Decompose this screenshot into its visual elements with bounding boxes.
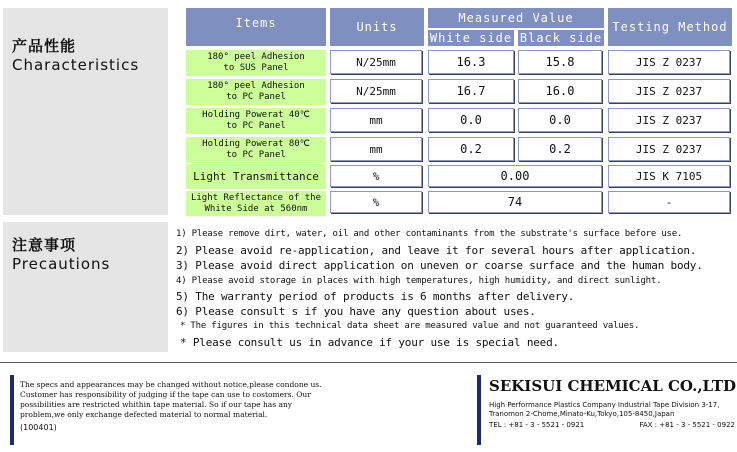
precautions-en: Precautions [12,255,111,273]
row1-black: 15.8 [518,50,602,74]
header-method-text: Testing Method [612,20,728,34]
reflectance-item [186,191,326,216]
header-units [330,8,424,46]
transmittance-item-text: Light Transmittance [193,170,319,183]
precaution-note-2: * Please consult us in advance if your use is special need. [180,336,559,349]
reflectance-item-line1: Light Reflectance of the [190,192,322,203]
row2-item-line2: to PC Panel [226,92,286,102]
reflectance-value: 74 [428,191,602,213]
disclaimer-line-3: possibilities are restricted whithin tape material. So if our tape has any [20,400,293,409]
transmittance-method: JIS K 7105 [608,165,730,187]
company-tel: TEL : +81 - 3 - 5521 - 0921 [489,421,585,429]
row1-unit: N/25mm [330,50,422,74]
precaution-1: 1) Please remove dirt, water, oil and other contaminants from the substrate's surface before use. [176,229,683,239]
header-black-side [518,30,604,46]
header-white-side [428,30,514,46]
header-items-text: Items [235,16,277,30]
footer-disclaimer [10,375,450,445]
row1-item-line2: to SUS Panel [223,63,289,73]
header-measured-text: Measured Value [458,11,574,25]
precautions-jp: 注意事项 [12,236,77,254]
row3-item-line1: Holding Powerat 40℃ [202,110,310,120]
row1-item [186,50,326,76]
row3-white: 0.0 [428,108,514,132]
row1-white: 16.3 [428,50,514,74]
row2-white: 16.7 [428,79,514,103]
disclaimer-line-1: The specs and appearances may be changed without notice,please condone us. [20,380,322,389]
company-contact [489,421,735,430]
row2-unit: N/25mm [330,79,422,103]
row3-method: JIS Z 0237 [608,108,730,132]
company-fax: FAX : +81 - 3 - 5521 - 0922 [639,421,735,429]
precaution-note-1: * The figures in this technical data sheet are measured value and not guaranteed values. [180,321,640,331]
row4-method: JIS Z 0237 [608,137,730,161]
footer-divider [0,362,737,363]
row1-method: JIS Z 0237 [608,50,730,74]
row4-item [186,137,326,163]
precaution-3: 3) Please avoid direct application on uneven or coarse surface and the human body. [176,259,703,272]
row4-unit: mm [330,137,422,161]
row3-black: 0.0 [518,108,602,132]
row3-unit: mm [330,108,422,132]
characteristics-en: Characteristics [12,56,140,74]
precaution-5: 5) The warranty period of products is 6 months after delivery. [176,290,575,303]
row2-method: JIS Z 0237 [608,79,730,103]
row3-item [186,108,326,134]
company-name: SEKISUI CHEMICAL CO.,LTD [489,377,737,395]
characteristics-jp: 产品性能 [12,37,77,55]
row1-item-line1: 180° peel Adhesion [207,52,305,62]
transmittance-item [186,164,326,189]
precaution-4: 4) Please avoid storage in places with high temperatures, high humidity, and direct sunlight. [176,276,662,286]
reflectance-method: - [608,191,730,213]
row4-item-line1: Holding Powerat 80℃ [202,139,310,149]
transmittance-unit: % [330,165,422,187]
header-items [186,8,326,46]
row2-item-line1: 180° peel Adhesion [207,81,305,91]
precaution-6: 6) Please consult s if you have any question about uses. [176,305,536,318]
row2-black: 16.0 [518,79,602,103]
row4-black: 0.2 [518,137,602,161]
row2-item [186,79,326,105]
header-black-text: Black side [519,31,603,45]
header-measured-value [428,8,604,28]
header-units-text: Units [356,20,398,34]
reflectance-item-line2: White Side at 560nm [204,203,308,214]
row4-white: 0.2 [428,137,514,161]
transmittance-value: 0.00 [428,165,602,187]
characteristics-label [3,8,168,215]
footer-company [477,375,735,445]
precaution-2: 2) Please avoid re-application, and leave it for several hours after application. [176,244,697,257]
header-white-text: White side [429,31,513,45]
row4-item-line2: to PC Panel [226,150,286,160]
disclaimer-line-2: Customer has responsibility of judging if the tape can use to costomers. Our [20,390,311,399]
reflectance-unit: % [330,191,422,213]
company-address: High Performance Plastics Company Industrial Tape Division 3-17, Tranomon 2-Chome,Minato-Ku,Tokyo,105-8450,Japan [489,401,720,418]
document-code: (100401) [20,423,57,432]
header-testing-method [608,8,732,46]
precautions-label [3,222,168,352]
row3-item-line2: to PC Panel [226,121,286,131]
disclaimer-line-4: problem,we only exchange defected material to normal material. [20,410,268,419]
